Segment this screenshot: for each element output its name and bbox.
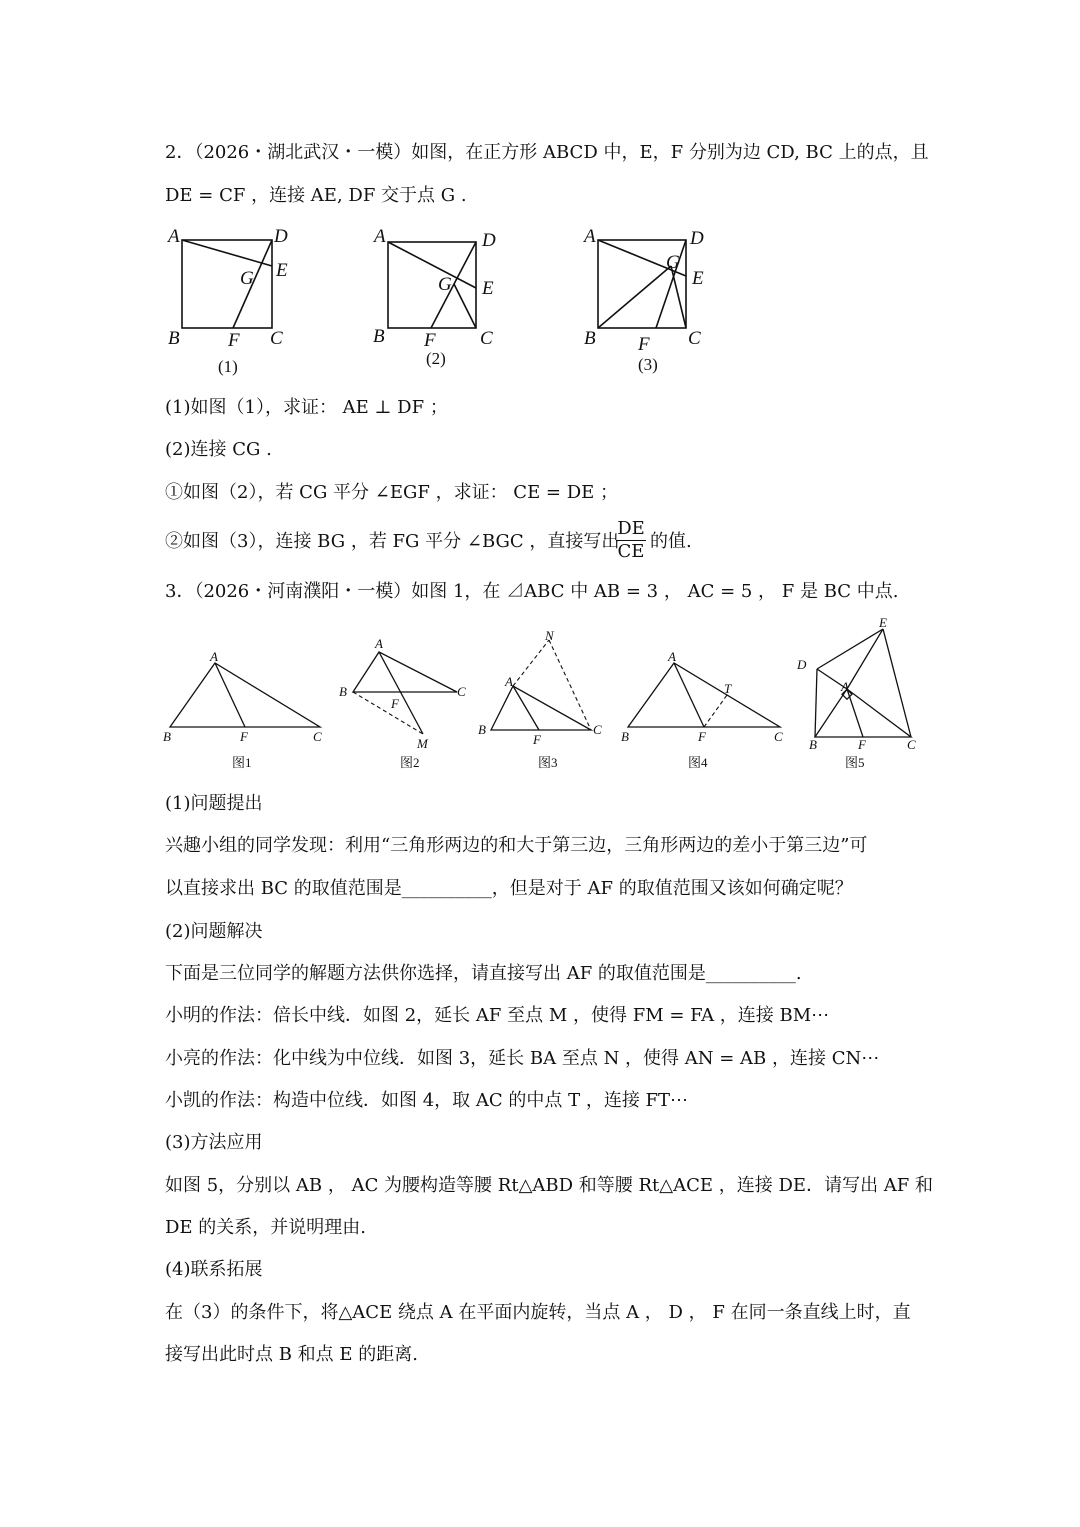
label-G: G xyxy=(240,268,254,289)
figure-caption: (2) xyxy=(426,349,446,368)
label-B: B xyxy=(339,684,347,699)
q3-section3-line2: DE 的关系，并说明理由. xyxy=(165,1217,367,1238)
figure-caption: 图2 xyxy=(400,755,420,770)
q3-section2-line3: 小亮的作法：化中线为中位线．如图 3，延长 BA 至点 N ，使得 AN = AB ，连接 CN⋯ xyxy=(165,1048,880,1069)
q3-figure-1 xyxy=(160,645,335,775)
label-E: E xyxy=(482,278,494,299)
fraction-denominator: CE xyxy=(617,541,645,562)
q3-section1-line2: 以直接求出 BC 的取值范围是__________，但是对于 AF 的取值范围又该如何确定呢？ xyxy=(165,878,853,899)
label-F: F xyxy=(424,330,436,351)
label-A: A xyxy=(210,649,218,664)
figure-caption: 图4 xyxy=(688,755,708,770)
q2-part2a: ①如图（2），若 CG 平分 ∠EGF ，求证： CE = DE ； xyxy=(165,482,619,503)
q3-section2-line2: 小明的作法：倍长中线．如图 2，延长 AF 至点 M ，使得 FM = FA ，连接 BM⋯ xyxy=(165,1005,830,1026)
label-B: B xyxy=(373,326,385,347)
q3-figure-2 xyxy=(335,630,475,775)
label-N: N xyxy=(545,628,554,643)
q2-figure-3 xyxy=(578,220,728,380)
q2-part2b-prefix: ②如图（3），连接 BG ，若 FG 平分 ∠BGC ，直接写出 xyxy=(165,531,620,552)
label-F: F xyxy=(698,729,706,744)
label-A: A xyxy=(505,674,513,689)
q3-figure-4 xyxy=(618,645,790,775)
label-E: E xyxy=(276,260,288,281)
label-F: F xyxy=(858,737,866,752)
q3-section4-title: (4)联系拓展 xyxy=(165,1259,263,1280)
label-C: C xyxy=(270,328,283,349)
figure-caption: 图1 xyxy=(232,755,252,770)
figure-caption: 图3 xyxy=(538,755,558,770)
label-D: D xyxy=(482,230,496,251)
label-A: A xyxy=(168,226,180,247)
label-M: M xyxy=(417,736,428,751)
label-E: E xyxy=(692,268,704,289)
q3-figure-5 xyxy=(795,615,925,775)
label-D: D xyxy=(797,657,807,672)
label-D: D xyxy=(274,226,288,247)
label-B: B xyxy=(809,737,817,752)
label-G: G xyxy=(438,274,452,295)
q3-section3-title: (3)方法应用 xyxy=(165,1132,263,1153)
q3-section2-line1: 下面是三位同学的解题方法供你选择，请直接写出 AF 的取值范围是__________. xyxy=(165,963,802,984)
q3-section4-line1: 在（3）的条件下，将△ACE 绕点 A 在平面内旋转，当点 A ， D ， F 在同一条直线上时，直 xyxy=(165,1302,911,1323)
q2-part2b-suffix: 的值. xyxy=(650,531,692,552)
label-A: A xyxy=(841,679,849,694)
label-A: A xyxy=(668,649,676,664)
q2-part1: (1)如图（1），求证： AE ⊥ DF ； xyxy=(165,397,448,418)
figure-caption: (1) xyxy=(218,357,238,376)
label-B: B xyxy=(621,729,629,744)
label-C: C xyxy=(907,737,916,752)
label-F: F xyxy=(533,732,541,747)
q3-section3-line1: 如图 5，分别以 AB ， AC 为腰构造等腰 Rt△ABD 和等腰 Rt△ACE ，连接 DE．请写出 AF 和 xyxy=(165,1175,933,1196)
fraction-numerator: DE xyxy=(617,518,645,539)
q3-section1-line1: 兴趣小组的同学发现：利用“三角形两边的和大于第三边，三角形两边的差小于第三边”可 xyxy=(165,835,868,856)
label-C: C xyxy=(480,328,493,349)
q3-section2-line4: 小凯的作法：构造中位线．如图 4，取 AC 的中点 T ，连接 FT⋯ xyxy=(165,1090,689,1111)
label-C: C xyxy=(313,729,322,744)
label-F: F xyxy=(391,696,399,711)
label-A: A xyxy=(375,636,383,651)
label-C: C xyxy=(457,684,466,699)
label-T: T xyxy=(724,681,732,696)
label-B: B xyxy=(163,729,171,744)
label-F: F xyxy=(638,334,650,355)
label-E: E xyxy=(879,615,887,630)
figure-caption: (3) xyxy=(638,355,658,374)
q2-part2: (2)连接 CG . xyxy=(165,439,272,460)
label-G: G xyxy=(666,252,680,273)
q3-figure-3 xyxy=(475,628,615,775)
label-F: F xyxy=(228,330,240,351)
q2-stem-line2: DE = CF ，连接 AE, DF 交于点 G . xyxy=(165,185,467,206)
label-C: C xyxy=(593,722,602,737)
label-D: D xyxy=(690,228,704,249)
label-C: C xyxy=(774,729,783,744)
q3-section1-title: (1)问题提出 xyxy=(165,793,263,814)
label-B: B xyxy=(584,328,596,349)
label-A: A xyxy=(374,226,386,247)
q3-section2-title: (2)问题解决 xyxy=(165,921,263,942)
q3-section4-line2: 接写出此时点 B 和点 E 的距离. xyxy=(165,1344,418,1365)
figure-caption: 图5 xyxy=(845,755,865,770)
q2-stem-line1: 2．（2026・湖北武汉・一模）如图，在正方形 ABCD 中，E，F 分别为边 CD, BC 上的点，且 xyxy=(165,142,929,163)
label-B: B xyxy=(168,328,180,349)
label-F: F xyxy=(240,729,248,744)
label-B: B xyxy=(478,722,486,737)
fraction-de-over-ce xyxy=(616,518,646,563)
label-A: A xyxy=(584,226,596,247)
q2-figure-2 xyxy=(368,220,518,380)
q2-figure-1 xyxy=(160,220,310,380)
label-C: C xyxy=(688,328,701,349)
q3-stem: 3．（2026・河南濮阳・一模）如图 1，在 ⊿ABC 中 AB = 3 ， AC = 5 ， F 是 BC 中点. xyxy=(165,581,899,602)
